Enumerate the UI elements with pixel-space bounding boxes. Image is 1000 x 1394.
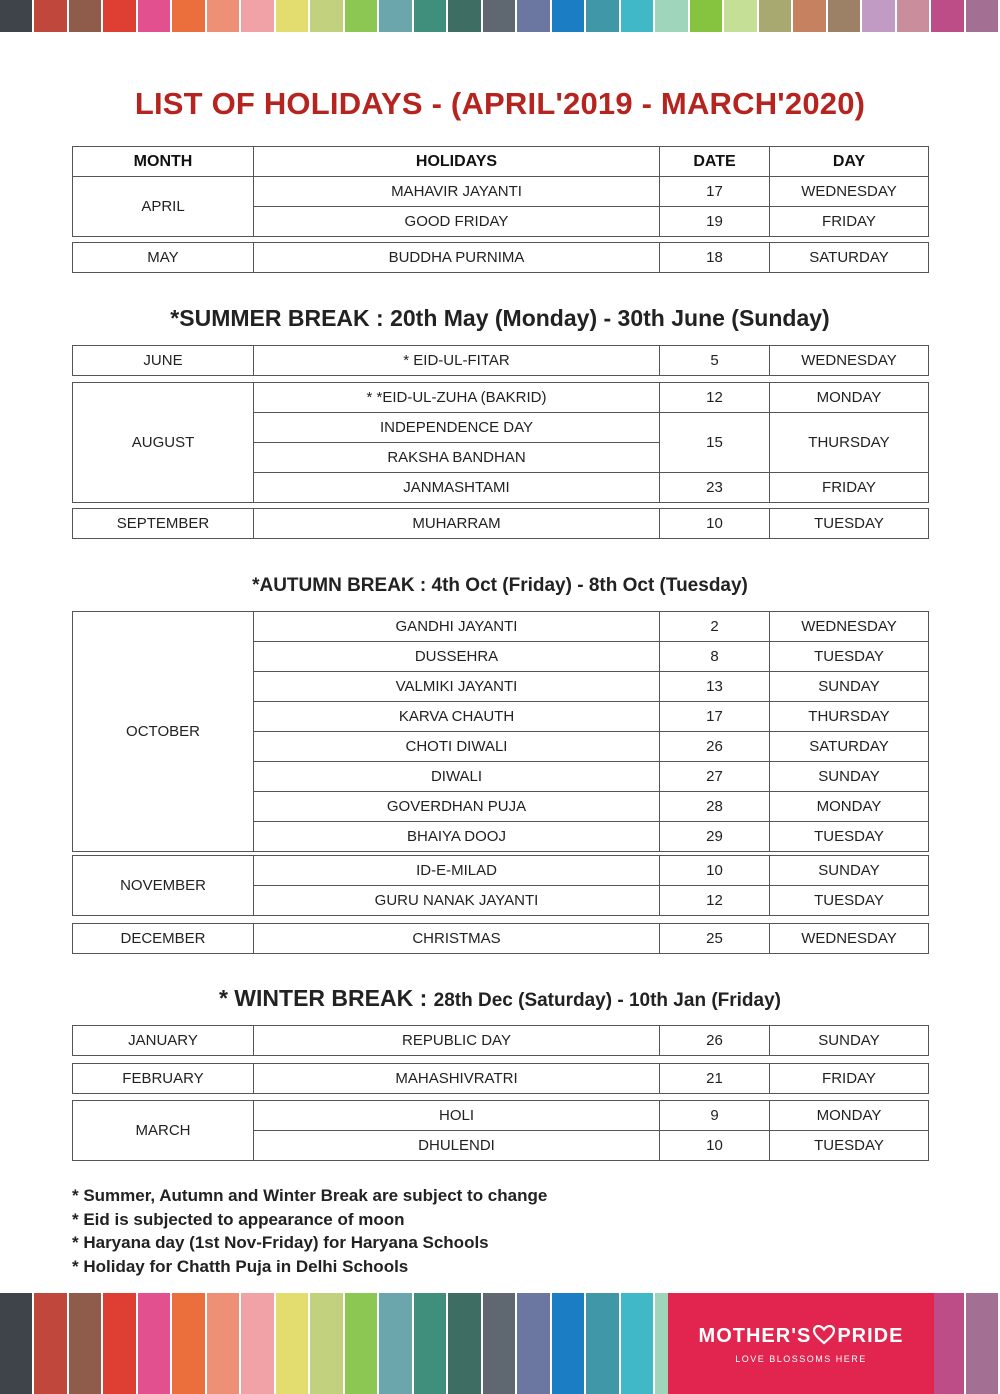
holiday-table-october xyxy=(72,611,929,852)
holiday-date: 19 xyxy=(660,207,770,237)
summer-break-heading xyxy=(0,305,1000,332)
color-stripe-block xyxy=(690,0,724,32)
holiday-name: ID-E-MILAD xyxy=(254,856,660,886)
holiday-date: 5 xyxy=(660,346,770,376)
color-stripe-block xyxy=(138,1293,172,1394)
color-stripe-block xyxy=(793,0,827,32)
month-cell: SEPTEMBER xyxy=(73,509,254,539)
holiday-table-june xyxy=(72,345,929,376)
holiday-day: TUESDAY xyxy=(770,509,929,539)
holiday-name: * EID-UL-FITAR xyxy=(254,346,660,376)
color-stripe-block xyxy=(34,1293,68,1394)
color-stripe-block xyxy=(931,1293,965,1394)
table-row xyxy=(73,1064,929,1094)
holiday-date: 23 xyxy=(660,473,770,503)
column-header-day: DAY xyxy=(770,147,929,177)
holiday-date: 10 xyxy=(660,509,770,539)
holiday-table-may xyxy=(72,242,929,273)
holiday-date: 9 xyxy=(660,1101,770,1131)
holiday-table-january xyxy=(72,1025,929,1056)
winter-break-label: * WINTER BREAK : xyxy=(218,985,434,1011)
color-stripe-block xyxy=(310,0,344,32)
holiday-day: TUESDAY xyxy=(770,1131,929,1161)
autumn-break-label: *AUTUMN BREAK : xyxy=(252,575,432,596)
holiday-name: HOLI xyxy=(254,1101,660,1131)
holiday-day: THURSDAY xyxy=(770,413,929,473)
holiday-date: 10 xyxy=(660,1131,770,1161)
color-stripe-block xyxy=(828,0,862,32)
holiday-date: 2 xyxy=(660,612,770,642)
holiday-date: 26 xyxy=(660,732,770,762)
color-stripe-block xyxy=(724,0,758,32)
holiday-name: VALMIKI JAYANTI xyxy=(254,672,660,702)
color-stripe-block xyxy=(0,1293,34,1394)
holiday-date: 18 xyxy=(660,243,770,273)
holiday-name: RAKSHA BANDHAN xyxy=(254,443,660,473)
color-stripe-block xyxy=(103,0,137,32)
holiday-day: MONDAY xyxy=(770,1101,929,1131)
holiday-day: TUESDAY xyxy=(770,642,929,672)
summer-break-dates: 20th May (Monday) - 30th June (Sunday) xyxy=(390,305,830,331)
color-stripe-block xyxy=(241,0,275,32)
holiday-day: FRIDAY xyxy=(770,207,929,237)
color-stripe-block xyxy=(862,0,896,32)
month-cell: APRIL xyxy=(73,177,254,237)
holiday-name: MAHASHIVRATRI xyxy=(254,1064,660,1094)
color-stripe-block xyxy=(448,1293,482,1394)
table-row xyxy=(73,177,929,207)
color-stripe-block xyxy=(276,1293,310,1394)
footnotes xyxy=(72,1184,547,1279)
holiday-date: 12 xyxy=(660,383,770,413)
holiday-date: 27 xyxy=(660,762,770,792)
color-stripe-block xyxy=(34,0,68,32)
color-stripe-block xyxy=(552,0,586,32)
brand-tagline: LOVE BLOSSOMS HERE xyxy=(735,1354,867,1364)
color-stripe-block xyxy=(483,1293,517,1394)
winter-break-heading xyxy=(0,985,1000,1012)
holiday-day: SATURDAY xyxy=(770,243,929,273)
color-stripe-block xyxy=(655,0,689,32)
month-cell: NOVEMBER xyxy=(73,856,254,916)
holiday-name: BUDDHA PURNIMA xyxy=(254,243,660,273)
color-stripe-block xyxy=(103,1293,137,1394)
summer-break-label: *SUMMER BREAK : xyxy=(170,305,391,331)
holiday-day: WEDNESDAY xyxy=(770,924,929,954)
holiday-day: WEDNESDAY xyxy=(770,177,929,207)
autumn-break-heading xyxy=(0,575,1000,597)
holiday-table-february xyxy=(72,1063,929,1094)
holiday-date: 17 xyxy=(660,702,770,732)
holiday-day: TUESDAY xyxy=(770,886,929,916)
footnote: * Haryana day (1st Nov-Friday) for Haryana Schools xyxy=(72,1233,489,1253)
color-stripe-block xyxy=(483,0,517,32)
month-cell: JUNE xyxy=(73,346,254,376)
color-stripe-block xyxy=(310,1293,344,1394)
month-cell: OCTOBER xyxy=(73,612,254,852)
holiday-day: SATURDAY xyxy=(770,732,929,762)
color-stripe-block xyxy=(586,1293,620,1394)
holiday-name: DIWALI xyxy=(254,762,660,792)
color-stripe-block xyxy=(345,1293,379,1394)
column-header-month: MONTH xyxy=(73,147,254,177)
footnote: * Summer, Autumn and Winter Break are subject to change xyxy=(72,1186,548,1205)
month-cell: MAY xyxy=(73,243,254,273)
color-stripe-block xyxy=(966,0,1000,32)
color-stripe-block xyxy=(207,1293,241,1394)
footnote: * Eid is subjected to appearance of moon xyxy=(72,1209,405,1229)
holiday-name: GURU NANAK JAYANTI xyxy=(254,886,660,916)
holiday-table-september xyxy=(72,508,929,539)
holiday-date: 15 xyxy=(660,413,770,473)
brand-logo xyxy=(668,1293,934,1394)
holiday-date: 13 xyxy=(660,672,770,702)
table-row xyxy=(73,383,929,413)
holiday-day: TUESDAY xyxy=(770,822,929,852)
color-stripe-block xyxy=(379,1293,413,1394)
color-stripe-block xyxy=(276,0,310,32)
table-row xyxy=(73,612,929,642)
color-stripe-block xyxy=(414,0,448,32)
table-row xyxy=(73,1101,929,1131)
holiday-name: KARVA CHAUTH xyxy=(254,702,660,732)
top-color-stripe xyxy=(0,0,1000,32)
holiday-date: 12 xyxy=(660,886,770,916)
holiday-date: 26 xyxy=(660,1026,770,1056)
holiday-name: INDEPENDENCE DAY xyxy=(254,413,660,443)
table-row xyxy=(73,1026,929,1056)
holiday-name: * *EID-UL-ZUHA (BAKRID) xyxy=(254,383,660,413)
color-stripe-block xyxy=(931,0,965,32)
table-row xyxy=(73,856,929,886)
color-stripe-block xyxy=(897,0,931,32)
color-stripe-block xyxy=(621,0,655,32)
holiday-day: MONDAY xyxy=(770,383,929,413)
color-stripe-block xyxy=(552,1293,586,1394)
holiday-name: DUSSEHRA xyxy=(254,642,660,672)
brand-name xyxy=(668,1325,934,1348)
color-stripe-block xyxy=(345,0,379,32)
holiday-date: 29 xyxy=(660,822,770,852)
holiday-date: 25 xyxy=(660,924,770,954)
holiday-date: 10 xyxy=(660,856,770,886)
holiday-day: FRIDAY xyxy=(770,473,929,503)
color-stripe-block xyxy=(0,0,34,32)
holiday-table-august xyxy=(72,382,929,503)
holiday-name: GANDHI JAYANTI xyxy=(254,612,660,642)
color-stripe-block xyxy=(69,1293,103,1394)
holiday-table-december xyxy=(72,923,929,954)
holiday-day: SUNDAY xyxy=(770,856,929,886)
holiday-day: WEDNESDAY xyxy=(770,346,929,376)
month-cell: AUGUST xyxy=(73,383,254,503)
table-row xyxy=(73,924,929,954)
holiday-name: GOOD FRIDAY xyxy=(254,207,660,237)
month-cell: JANUARY xyxy=(73,1026,254,1056)
holiday-table-march xyxy=(72,1100,929,1161)
holiday-name: MUHARRAM xyxy=(254,509,660,539)
autumn-break-dates: 4th Oct (Friday) - 8th Oct (Tuesday) xyxy=(431,575,748,596)
color-stripe-block xyxy=(759,0,793,32)
holiday-name: CHRISTMAS xyxy=(254,924,660,954)
heart-icon xyxy=(813,1325,835,1345)
footnote: * Holiday for Chatth Puja in Delhi Schools xyxy=(72,1257,409,1277)
winter-break-dates: 28th Dec (Saturday) - 10th Jan (Friday) xyxy=(433,990,782,1011)
holiday-name: JANMASHTAMI xyxy=(254,473,660,503)
holiday-day: THURSDAY xyxy=(770,702,929,732)
holiday-name: CHOTI DIWALI xyxy=(254,732,660,762)
holiday-name: REPUBLIC DAY xyxy=(254,1026,660,1056)
holiday-date: 21 xyxy=(660,1064,770,1094)
holiday-day: SUNDAY xyxy=(770,1026,929,1056)
color-stripe-block xyxy=(517,1293,551,1394)
table-row xyxy=(73,509,929,539)
holiday-name: DHULENDI xyxy=(254,1131,660,1161)
color-stripe-block xyxy=(138,0,172,32)
holiday-date: 17 xyxy=(660,177,770,207)
holiday-day: WEDNESDAY xyxy=(770,612,929,642)
color-stripe-block xyxy=(966,1293,1000,1394)
month-cell: MARCH xyxy=(73,1101,254,1161)
holiday-day: SUNDAY xyxy=(770,672,929,702)
color-stripe-block xyxy=(241,1293,275,1394)
page-title: LIST OF HOLIDAYS - (APRIL'2019 - MARCH'2020) xyxy=(134,86,866,121)
month-cell: DECEMBER xyxy=(73,924,254,954)
color-stripe-block xyxy=(621,1293,655,1394)
brand-name-left: MOTHER'S xyxy=(698,1325,812,1347)
color-stripe-block xyxy=(414,1293,448,1394)
holiday-table-april xyxy=(72,146,929,237)
color-stripe-block xyxy=(207,0,241,32)
color-stripe-block xyxy=(69,0,103,32)
color-stripe-block xyxy=(448,0,482,32)
color-stripe-block xyxy=(172,1293,206,1394)
holiday-date: 28 xyxy=(660,792,770,822)
holiday-day: FRIDAY xyxy=(770,1064,929,1094)
column-header-date: DATE xyxy=(660,147,770,177)
holiday-day: MONDAY xyxy=(770,792,929,822)
color-stripe-block xyxy=(586,0,620,32)
color-stripe-block xyxy=(517,0,551,32)
holiday-name: MAHAVIR JAYANTI xyxy=(254,177,660,207)
holiday-table-november xyxy=(72,855,929,916)
table-row xyxy=(73,346,929,376)
holiday-day: SUNDAY xyxy=(770,762,929,792)
color-stripe-block xyxy=(172,0,206,32)
holiday-name: GOVERDHAN PUJA xyxy=(254,792,660,822)
holiday-date: 8 xyxy=(660,642,770,672)
column-header-holidays: HOLIDAYS xyxy=(254,147,660,177)
holiday-name: BHAIYA DOOJ xyxy=(254,822,660,852)
brand-name-right: PRIDE xyxy=(837,1325,904,1347)
month-cell: FEBRUARY xyxy=(73,1064,254,1094)
table-row xyxy=(73,243,929,273)
color-stripe-block xyxy=(379,0,413,32)
